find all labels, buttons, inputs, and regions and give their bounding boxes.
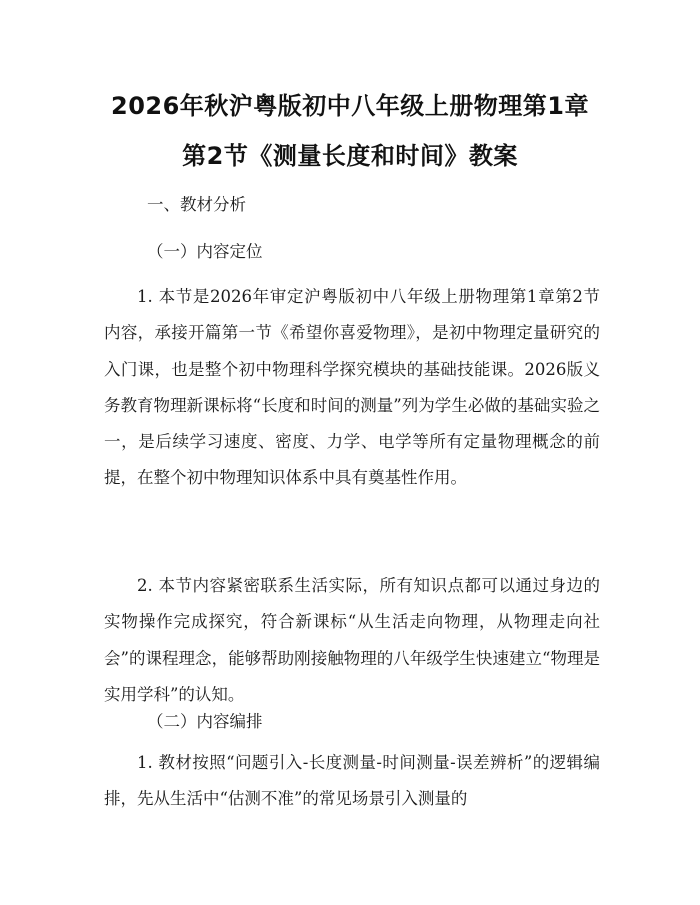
section-heading-textbook-analysis: 一、教材分析 bbox=[147, 195, 246, 214]
document-title-line-2: 第2节《测量长度和时间》教案 bbox=[182, 142, 518, 170]
subsection-heading-content-positioning: （一）内容定位 bbox=[147, 242, 263, 261]
paragraph-1: 1. 本节是2026年审定沪粤版初中八年级上册物理第1章第2节内容，承接开篇第一节《希望你喜爱物理》，是初中物理定量研究的入门课，也是整个初中物理科学探究模块的基础技能课。2026版义务教育物理新课标将“长度和时间的测量”列为学生必做的基础实验之一，是后续学习速度、密度、力学、电学等所有定量物理概念的前提，在整个初中物理知识体系中具有奠基性作用。 bbox=[104, 287, 600, 488]
paragraph-3: 1. 教材按照“问题引入-长度测量-时间测量-误差辨析”的逻辑编排，先从生活中“估测不准”的常见场景引入测量的 bbox=[104, 753, 600, 809]
subsection-heading-content-arrangement: （二）内容编排 bbox=[147, 712, 263, 731]
document-title-line-1: 2026年秋沪粤版初中八年级上册物理第1章 bbox=[111, 92, 589, 120]
paragraph-2: 2. 本节内容紧密联系生活实际，所有知识点都可以通过身边的实物操作完成探究，符合新课标“从生活走向物理，从物理走向社会”的课程理念，能够帮助刚接触物理的八年级学生快速建立“物理是实用学科”的认知。 bbox=[104, 576, 600, 704]
